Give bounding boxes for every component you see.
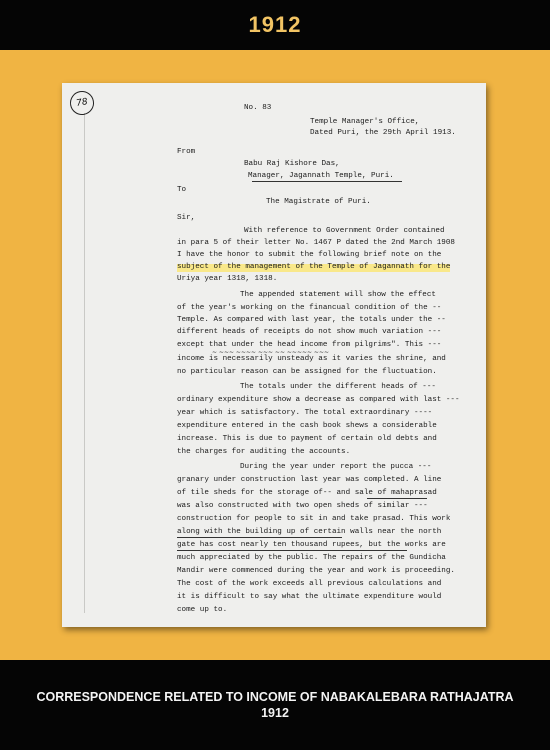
caption-bar [0, 660, 550, 750]
year-title: 1912 [248, 12, 302, 37]
body-line: year which is satisfactory. The total extraordinary ---- [177, 409, 433, 417]
pen-underline [252, 181, 402, 182]
body-line: no particular reason can be assigned for the fluctuation. [177, 368, 437, 376]
body-line: granary under construction last year was completed. A line [177, 476, 442, 484]
body-line: The cost of the work exceeds all previous calculations and [177, 580, 442, 588]
folio-number-stamp: 78 [68, 89, 96, 117]
recipient: The Magistrate of Puri. [266, 198, 371, 206]
body-line: in para 5 of their letter No. 1467 P dated the 2nd March 1908 [177, 239, 455, 247]
body-line: come up to. [177, 606, 228, 614]
from-label: From [177, 148, 196, 156]
body-line: different heads of receipts do not show much variation --- [177, 328, 442, 336]
to-label: To [177, 186, 187, 194]
letter-number: No. 83 [244, 104, 272, 112]
body-line: With reference to Government Order contained [244, 227, 445, 235]
body-line: income is necessarily unsteady as it varies the shrine, and [177, 355, 446, 363]
pen-underline [177, 550, 407, 551]
body-line: Uriya year 1318, 1318. [177, 275, 278, 283]
body-line: construction for people to sit in and take prasad. This work [177, 515, 451, 523]
body-line: it is difficult to say what the ultimate expenditure would [177, 593, 442, 601]
caption-year: 1912 [261, 706, 289, 720]
body-line: of tile sheds for the storage of-- and sale of mahaprasad [177, 489, 437, 497]
body-line: The appended statement will show the effect [240, 291, 436, 299]
scanned-letter [62, 83, 486, 627]
body-line: gate has cost nearly ten thousand rupees, but the works are [177, 541, 446, 549]
body-line: I have the honor to submit the following brief note on the [177, 251, 442, 259]
body-line: of the year's working on the financual condition of the -- [177, 304, 442, 312]
body-line: except that under the head income from pilgrims". This --- [177, 341, 442, 349]
body-line: Temple. As compared with last year, the totals under the -- [177, 316, 446, 324]
page-fold-line [84, 113, 85, 613]
salutation: Sir, [177, 214, 196, 222]
body-line: Mandir were commenced during the year and work is proceeding. [177, 567, 455, 575]
body-line: expenditure entered in the cash book shews a considerable [177, 422, 437, 430]
date-line: Dated Puri, the 29th April 1913. [310, 129, 456, 137]
body-line: During the year under report the pucca --- [240, 463, 432, 471]
sender-name: Babu Raj Kishore Das, [244, 160, 340, 168]
title-bar [0, 0, 550, 50]
body-line: The totals under the different heads of --- [240, 383, 436, 391]
handwritten-annotation: ~ ~~~ ~~~~ ~~~ ~~ ~~~~~ ~~~ [212, 349, 330, 356]
caption-title: CORRESPONDENCE RELATED TO INCOME OF NABAKALEBARA RATHAJATRA [36, 690, 514, 704]
highlighted-line: subject of the management of the Temple of Jagannath for the [177, 263, 451, 271]
sender-title: Manager, Jagannath Temple, Puri. [248, 172, 394, 180]
body-line: the charges for auditing the accounts. [177, 448, 351, 456]
office-line: Temple Manager's Office, [310, 118, 420, 126]
body-line: much appreciated by the public. The repairs of the Gundicha [177, 554, 446, 562]
body-line: ordinary expenditure show a decrease as compared with last --- [177, 396, 460, 404]
body-line: increase. This is due to payment of certain old debts and [177, 435, 437, 443]
body-line: was also constructed with two open sheds of similar --- [177, 502, 428, 510]
pen-underline [177, 537, 342, 538]
pen-underline [367, 498, 427, 499]
body-line: along with the building up of certain walls near the north [177, 528, 442, 536]
